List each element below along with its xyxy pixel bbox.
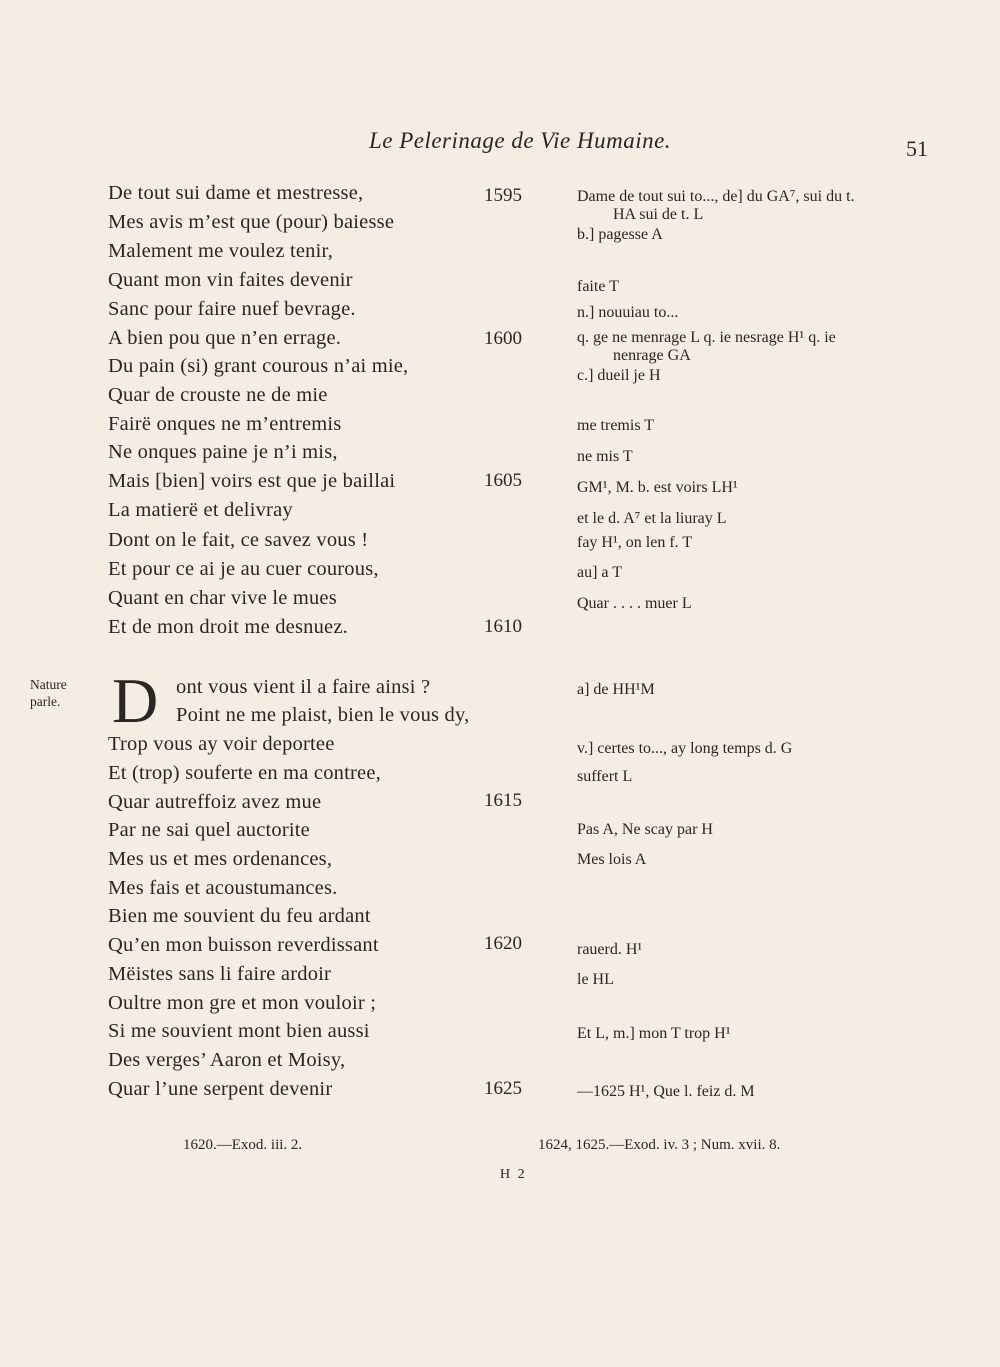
variant-reading: Et L, m.] mon T trop H¹ — [577, 1025, 731, 1042]
variant-reading: GM¹, M. b. est voirs LH¹ — [577, 479, 738, 496]
verse-line: Des verges’ Aaron et Moisy, — [108, 1049, 346, 1071]
verse-line: Mes avis m’est que (pour) baiesse — [108, 211, 395, 233]
variant-reading: et le d. A⁷ et la liuray L — [577, 510, 727, 527]
line-number: 1595 — [484, 185, 522, 206]
line-number: 1610 — [484, 616, 522, 637]
verse-line: Quant en char vive le mues — [108, 587, 337, 609]
verse-line: Ne onques paine je n’i mis, — [108, 441, 338, 463]
verse-line: Si me souvient mont bien aussi — [108, 1020, 370, 1042]
variant-reading: HA sui de t. L — [613, 206, 704, 223]
signature-mark: H 2 — [500, 1167, 527, 1182]
variant-reading: suffert L — [577, 768, 633, 785]
variant-reading: Pas A, Ne scay par H — [577, 821, 713, 838]
verse-line: Quar de crouste ne de mie — [108, 384, 328, 406]
line-number: 1620 — [484, 933, 522, 954]
verse-line: Fairë onques ne m’entremis — [108, 413, 342, 435]
line-number: 1615 — [484, 790, 522, 811]
variant-reading: q. ge ne menrage L q. ie nesrage H¹ q. ie — [577, 329, 836, 346]
footnote-left: 1620.—Exod. iii. 2. — [183, 1137, 303, 1153]
verse-line: Mëistes sans li faire ardoir — [108, 963, 332, 985]
verse-line: ont vous vient il a faire ainsi ? — [176, 676, 431, 698]
verse-line: Et pour ce ai je au cuer courous, — [108, 558, 379, 580]
verse-line: Quar l’une serpent devenir — [108, 1078, 333, 1100]
verse-line: Mais [bien] voirs est que je baillai — [108, 470, 396, 492]
verse-line: Et de mon droit me desnuez. — [108, 616, 348, 638]
variant-reading: au] a T — [577, 564, 623, 581]
variant-reading: rauerd. H¹ — [577, 941, 643, 958]
variant-reading: le HL — [577, 971, 614, 988]
verse-line: Mes us et mes ordenances, — [108, 848, 333, 870]
variant-reading: —1625 H¹, Que l. feiz d. M — [577, 1083, 755, 1100]
variant-reading: n.] nouuiau to... — [577, 304, 679, 321]
verse-line: A bien pou que n’en errage. — [108, 327, 342, 349]
variant-reading: b.] pagesse A — [577, 226, 663, 243]
verse-line: Dont on le fait, ce savez vous ! — [108, 529, 369, 551]
verse-line: Quant mon vin faites devenir — [108, 269, 353, 291]
line-number: 1600 — [484, 328, 522, 349]
variant-reading: me tremis T — [577, 417, 655, 434]
verse-line: Bien me souvient du feu ardant — [108, 905, 371, 927]
verse-line: Mes fais et acoustumances. — [108, 877, 338, 899]
verse-line: Malement me voulez tenir, — [108, 240, 334, 262]
verse-line: Sanc pour faire nuef bevrage. — [108, 298, 356, 320]
verse-line: Trop vous ay voir deportee — [108, 733, 335, 755]
verse-line: La matierë et delivray — [108, 499, 293, 521]
verse-line: Quar autreffoiz avez mue — [108, 791, 322, 813]
variant-reading: Quar . . . . muer L — [577, 595, 692, 612]
verse-line: De tout sui dame et mestresse, — [108, 182, 364, 204]
verse-line: Qu’en mon buisson reverdissant — [108, 934, 379, 956]
verse-line: Point ne me plaist, bien le vous dy, — [176, 704, 470, 726]
footnote-right: 1624, 1625.—Exod. iv. 3 ; Num. xvii. 8. — [538, 1137, 781, 1153]
variant-reading: fay H¹, on len f. T — [577, 534, 693, 551]
margin-note-line: Nature — [30, 677, 67, 692]
margin-note-line: parle. — [30, 694, 61, 709]
variant-reading: v.] certes to..., ay long temps d. G — [577, 740, 793, 757]
line-number: 1605 — [484, 470, 522, 491]
verse-line: Oultre mon gre et mon vouloir ; — [108, 992, 377, 1014]
variant-reading: c.] dueil je H — [577, 367, 661, 384]
variant-reading: a] de HH¹M — [577, 681, 655, 698]
variant-reading: ne mis T — [577, 448, 633, 465]
verse-line: Du pain (si) grant courous n’ai mie, — [108, 355, 409, 377]
verse-line: Par ne sai quel auctorite — [108, 819, 310, 841]
verse-line: Et (trop) souferte en ma contree, — [108, 762, 381, 784]
running-title: Le Pelerinage de Vie Humaine. — [368, 128, 672, 153]
margin-note — [30, 676, 67, 710]
variant-reading: Mes lois A — [577, 851, 647, 868]
variant-reading: faite T — [577, 278, 619, 295]
drop-cap: D — [112, 665, 159, 736]
page-number: 51 — [906, 136, 928, 161]
variant-reading: nenrage GA — [613, 347, 691, 364]
variant-reading: Dame de tout sui to..., de] du GA⁷, sui du t. — [577, 188, 855, 205]
line-number: 1625 — [484, 1078, 522, 1099]
